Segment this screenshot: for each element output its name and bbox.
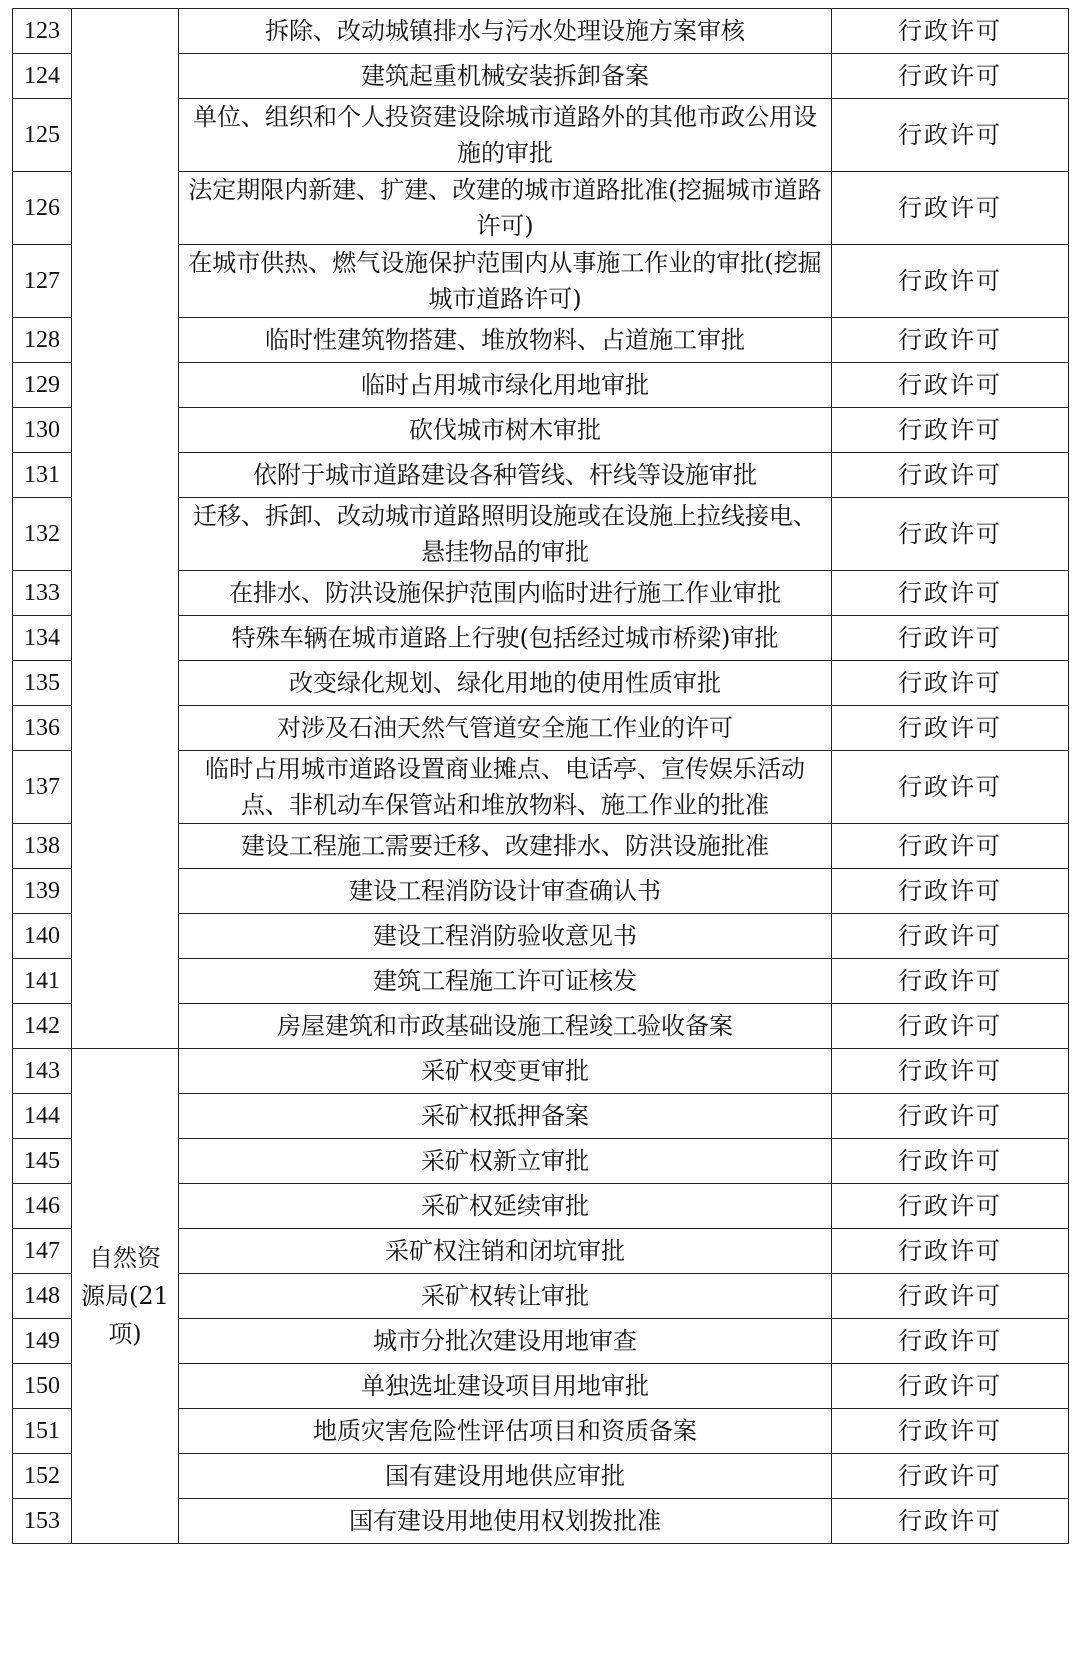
row-number: 135 <box>13 661 72 706</box>
item-name: 临时性建筑物搭建、堆放物料、占道施工审批 <box>179 318 832 363</box>
item-name: 迁移、拆卸、改动城市道路照明设施或在设施上拉线接电、悬挂物品的审批 <box>179 498 832 571</box>
row-number: 143 <box>13 1049 72 1094</box>
row-number: 130 <box>13 408 72 453</box>
row-number: 123 <box>13 9 72 54</box>
item-type: 行政许可 <box>832 1319 1069 1364</box>
table-body <box>13 9 1069 1544</box>
item-type: 行政许可 <box>832 1049 1069 1094</box>
item-type: 行政许可 <box>832 172 1069 245</box>
row-number: 138 <box>13 824 72 869</box>
item-type: 行政许可 <box>832 1499 1069 1544</box>
item-type: 行政许可 <box>832 1184 1069 1229</box>
item-type: 行政许可 <box>832 363 1069 408</box>
item-name: 对涉及石油天然气管道安全施工作业的许可 <box>179 706 832 751</box>
department-cell <box>72 9 179 1049</box>
item-type: 行政许可 <box>832 1454 1069 1499</box>
item-name: 在排水、防洪设施保护范围内临时进行施工作业审批 <box>179 571 832 616</box>
item-name: 依附于城市道路建设各种管线、杆线等设施审批 <box>179 453 832 498</box>
row-number: 151 <box>13 1409 72 1454</box>
item-name: 建设工程消防设计审查确认书 <box>179 869 832 914</box>
item-name: 建筑起重机械安装拆卸备案 <box>179 54 832 99</box>
row-number: 147 <box>13 1229 72 1274</box>
row-number: 127 <box>13 245 72 318</box>
row-number: 141 <box>13 959 72 1004</box>
row-number: 152 <box>13 1454 72 1499</box>
row-number: 139 <box>13 869 72 914</box>
item-type: 行政许可 <box>832 1364 1069 1409</box>
item-type: 行政许可 <box>832 1274 1069 1319</box>
row-number: 145 <box>13 1139 72 1184</box>
item-type: 行政许可 <box>832 408 1069 453</box>
table-row <box>13 9 1069 54</box>
item-name: 改变绿化规划、绿化用地的使用性质审批 <box>179 661 832 706</box>
row-number: 150 <box>13 1364 72 1409</box>
item-name: 砍伐城市树木审批 <box>179 408 832 453</box>
item-type: 行政许可 <box>832 1409 1069 1454</box>
row-number: 128 <box>13 318 72 363</box>
item-name: 建设工程消防验收意见书 <box>179 914 832 959</box>
table-row <box>13 1049 1069 1094</box>
item-type: 行政许可 <box>832 99 1069 172</box>
row-number: 137 <box>13 751 72 824</box>
item-type: 行政许可 <box>832 318 1069 363</box>
row-number: 129 <box>13 363 72 408</box>
item-type: 行政许可 <box>832 914 1069 959</box>
item-name: 临时占用城市绿化用地审批 <box>179 363 832 408</box>
item-type: 行政许可 <box>832 706 1069 751</box>
item-name: 法定期限内新建、扩建、改建的城市道路批准(挖掘城市道路许可) <box>179 172 832 245</box>
item-type: 行政许可 <box>832 824 1069 869</box>
row-number: 142 <box>13 1004 72 1049</box>
row-number: 126 <box>13 172 72 245</box>
item-name: 城市分批次建设用地审查 <box>179 1319 832 1364</box>
row-number: 146 <box>13 1184 72 1229</box>
item-name: 单位、组织和个人投资建设除城市道路外的其他市政公用设施的审批 <box>179 99 832 172</box>
item-name: 采矿权延续审批 <box>179 1184 832 1229</box>
row-number: 144 <box>13 1094 72 1139</box>
item-name: 采矿权变更审批 <box>179 1049 832 1094</box>
item-type: 行政许可 <box>832 1094 1069 1139</box>
item-type: 行政许可 <box>832 661 1069 706</box>
item-type: 行政许可 <box>832 869 1069 914</box>
row-number: 149 <box>13 1319 72 1364</box>
item-name: 拆除、改动城镇排水与污水处理设施方案审核 <box>179 9 832 54</box>
item-type: 行政许可 <box>832 9 1069 54</box>
item-type: 行政许可 <box>832 959 1069 1004</box>
permit-list-table <box>12 8 1069 1544</box>
item-name: 国有建设用地供应审批 <box>179 1454 832 1499</box>
row-number: 136 <box>13 706 72 751</box>
item-type: 行政许可 <box>832 498 1069 571</box>
row-number: 134 <box>13 616 72 661</box>
row-number: 125 <box>13 99 72 172</box>
item-type: 行政许可 <box>832 1139 1069 1184</box>
item-type: 行政许可 <box>832 453 1069 498</box>
item-name: 房屋建筑和市政基础设施工程竣工验收备案 <box>179 1004 832 1049</box>
item-name: 采矿权新立审批 <box>179 1139 832 1184</box>
item-type: 行政许可 <box>832 616 1069 661</box>
item-type: 行政许可 <box>832 54 1069 99</box>
item-name: 国有建设用地使用权划拨批准 <box>179 1499 832 1544</box>
item-name: 建设工程施工需要迁移、改建排水、防洪设施批准 <box>179 824 832 869</box>
row-number: 140 <box>13 914 72 959</box>
item-name: 临时占用城市道路设置商业摊点、电话亭、宣传娱乐活动点、非机动车保管站和堆放物料、施工作业的批准 <box>179 751 832 824</box>
row-number: 153 <box>13 1499 72 1544</box>
item-name: 建筑工程施工许可证核发 <box>179 959 832 1004</box>
item-name: 单独选址建设项目用地审批 <box>179 1364 832 1409</box>
item-type: 行政许可 <box>832 571 1069 616</box>
row-number: 133 <box>13 571 72 616</box>
item-name: 特殊车辆在城市道路上行驶(包括经过城市桥梁)审批 <box>179 616 832 661</box>
item-name: 采矿权转让审批 <box>179 1274 832 1319</box>
row-number: 148 <box>13 1274 72 1319</box>
item-type: 行政许可 <box>832 245 1069 318</box>
item-type: 行政许可 <box>832 751 1069 824</box>
item-name: 在城市供热、燃气设施保护范围内从事施工作业的审批(挖掘城市道路许可) <box>179 245 832 318</box>
department-cell: 自然资源局(21项) <box>72 1049 179 1544</box>
item-name: 地质灾害危险性评估项目和资质备案 <box>179 1409 832 1454</box>
row-number: 131 <box>13 453 72 498</box>
item-name: 采矿权抵押备案 <box>179 1094 832 1139</box>
row-number: 124 <box>13 54 72 99</box>
item-type: 行政许可 <box>832 1004 1069 1049</box>
item-type: 行政许可 <box>832 1229 1069 1274</box>
row-number: 132 <box>13 498 72 571</box>
item-name: 采矿权注销和闭坑审批 <box>179 1229 832 1274</box>
